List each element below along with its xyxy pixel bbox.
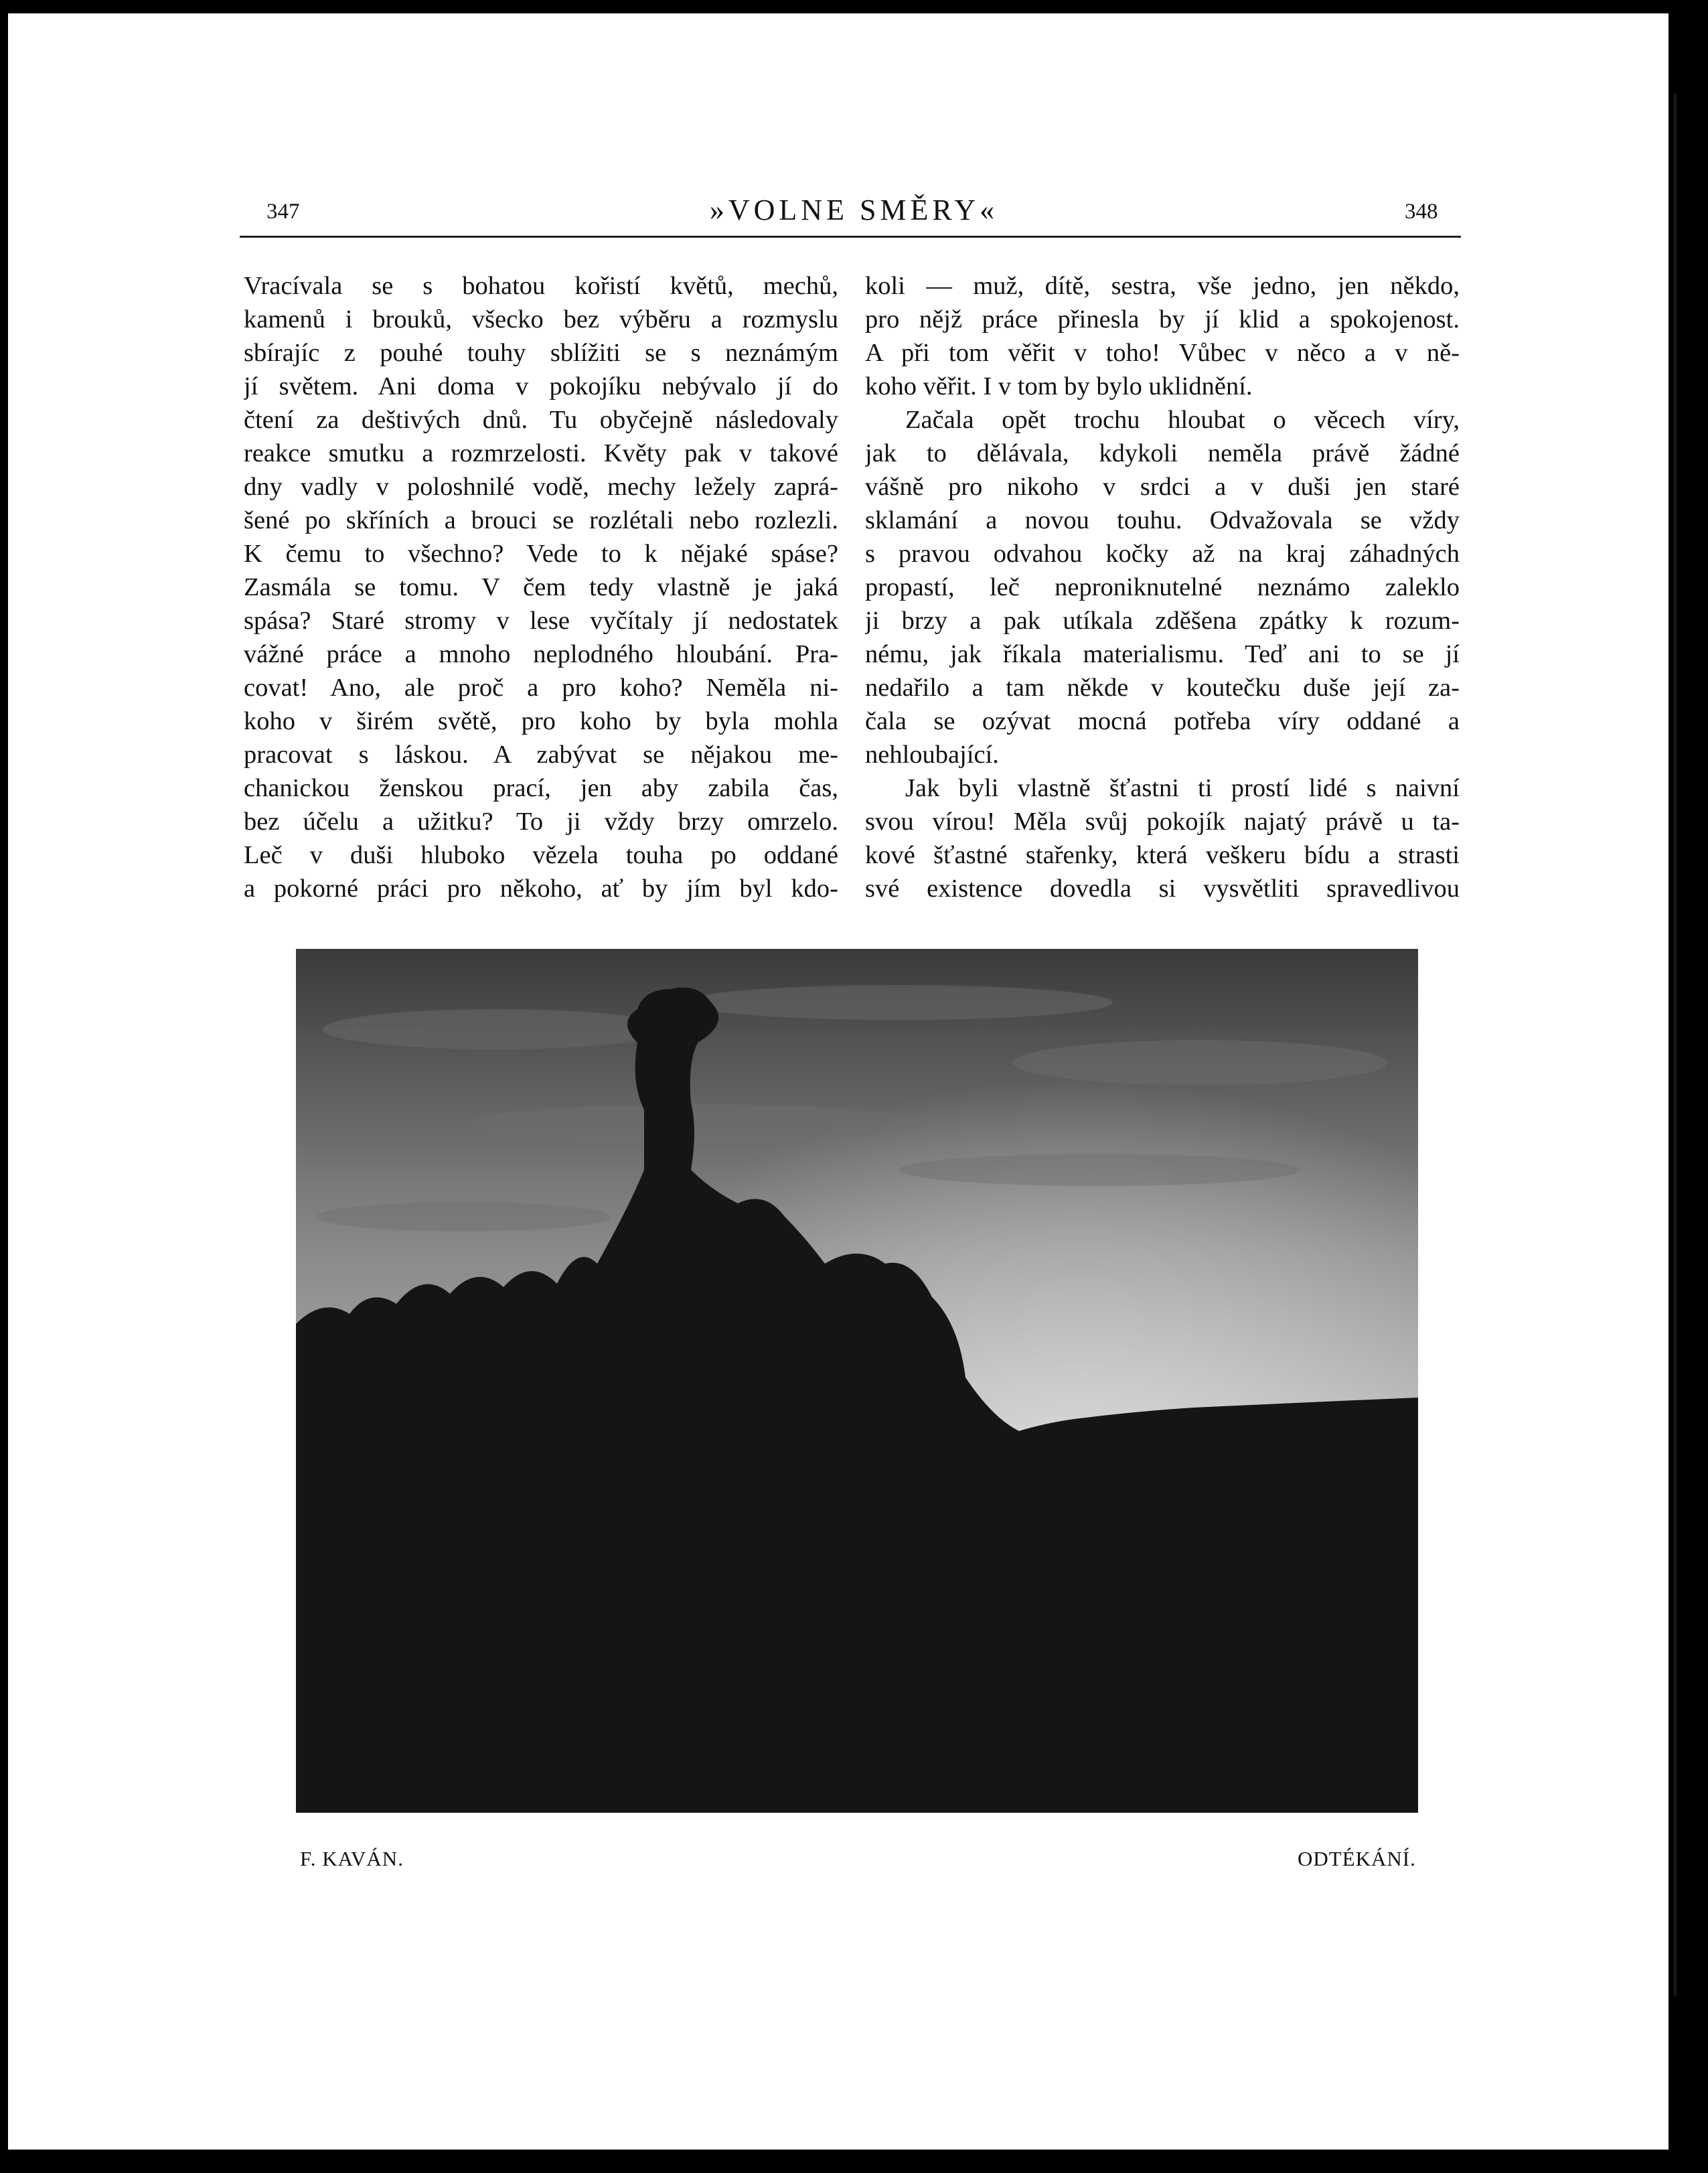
text-line: jak to dělávala, kdykoli neměla právě žádné: [865, 439, 1460, 467]
text-line: jí světem. Ani doma v pokojíku nebývalo jí do: [244, 372, 838, 400]
text-line: čala se ozývat mocná potřeba víry oddané a: [865, 707, 1460, 735]
text-line: koho v širém světě, pro koho by byla mohla: [244, 707, 838, 735]
text-line: A při tom věřit v toho! Vůbec v něco a v ně-: [865, 339, 1460, 367]
text-line: šené po skříních a brouci se rozlétali nebo rozlezli.: [244, 506, 838, 534]
text-line: své existence dovedla si vysvětliti spravedlivou: [865, 875, 1460, 903]
text-line: pro nějž práce přinesla by jí klid a spokojenost.: [865, 305, 1460, 333]
text-line: Začala opět trochu hloubat o věcech víry,: [905, 406, 1460, 434]
text-line: sklamání a novou touhu. Odvažovala se vždy: [865, 506, 1460, 534]
text-line: nehloubající.: [865, 741, 999, 769]
text-column-left: [244, 269, 838, 905]
text-line: kové šťastné stařenky, která veškeru bídu a strasti: [865, 841, 1460, 869]
text-line: s pravou odvahou kočky až na kraj záhadných: [865, 540, 1460, 568]
text-line: sbírajíc z pouhé touhy sblížiti se s neznámým: [244, 339, 838, 367]
text-line: Jak byli vlastně šťastni ti prostí lidé s naivní: [905, 774, 1460, 802]
text-line: kamenů i brouků, všecko bez výběru a rozmyslu: [244, 305, 838, 333]
text-line: pracovat s láskou. A zabývat se nějakou me-: [244, 741, 838, 769]
text-line: propastí, leč neproniknutelné neznámo zaleklo: [865, 573, 1460, 601]
text-line: čtení za deštivých dnů. Tu obyčejně následovaly: [244, 406, 838, 434]
running-title: »VOLNE SMĚRY«: [709, 194, 999, 226]
text-line: vášně pro nikoho v srdci a v duši jen staré: [865, 473, 1460, 501]
page-number-right: 348: [1405, 200, 1438, 224]
text-line: K čemu to všechno? Vede to k nějaké spáse?: [244, 540, 838, 568]
text-line: koli — muž, dítě, sestra, vše jedno, jen někdo,: [865, 272, 1460, 300]
header-rule: [240, 236, 1461, 238]
text-line: Vracívala se s bohatou kořistí květů, mechů,: [244, 272, 838, 300]
photo-title: ODTÉKÁNÍ.: [1298, 1847, 1416, 1870]
text-line: ji brzy a pak utíkala zděšena zpátky k rozum-: [865, 607, 1460, 635]
text-line: spása? Staré stromy v lese vyčítaly jí nedostatek: [244, 607, 838, 635]
text-line: covat! Ano, ale proč a pro koho? Neměla ni-: [244, 674, 838, 702]
text-line: nému, jak říkala materialismu. Teď ani to se jí: [865, 640, 1460, 668]
text-line: a pokorné práci pro někoho, ať by jím byl kdo-: [244, 875, 838, 903]
photograph-trees-silhouette: [296, 949, 1418, 1813]
text-line: bez účelu a užitku? To ji vždy brzy omrzelo.: [244, 808, 838, 836]
text-column-right: [865, 269, 1460, 905]
text-line: nedařilo a tam někde v koutečku duše její za-: [865, 674, 1460, 702]
text-line: koho věřit. I v tom by bylo uklidnění.: [865, 372, 1253, 400]
text-line: vážné práce a mnoho neplodného hloubání. Pra-: [244, 640, 838, 668]
page-edge-line: [1674, 94, 1677, 1996]
text-line: reakce smutku a rozmrzelosti. Květy pak v takové: [244, 439, 838, 467]
text-line: dny vadly v poloshnilé vodě, mechy ležely zaprá-: [244, 473, 838, 501]
text-line: Zasmála se tomu. V čem tedy vlastně je jaká: [244, 573, 838, 601]
text-line: Leč v duši hluboko vězela touha po oddané: [244, 841, 838, 869]
text-line: chanickou ženskou prací, jen aby zabila čas,: [244, 774, 838, 802]
text-line: svou vírou! Měla svůj pokojík najatý právě u ta-: [865, 808, 1460, 836]
photo-credit: F. KAVÁN.: [300, 1847, 404, 1870]
page-number-left: 347: [266, 200, 300, 224]
